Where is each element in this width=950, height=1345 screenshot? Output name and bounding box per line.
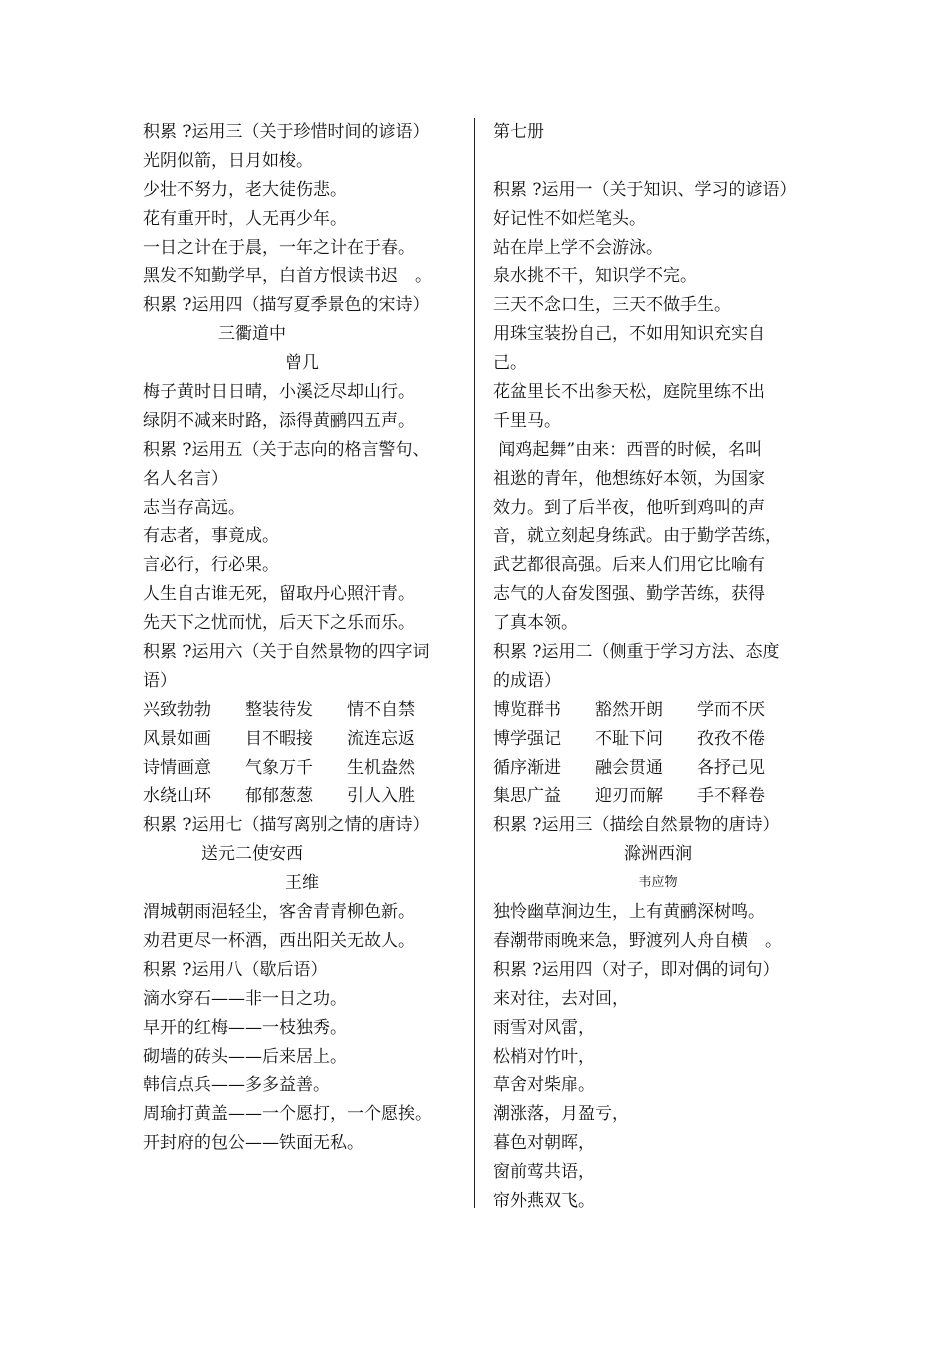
left-column-line: 语） [143,670,177,691]
right-column-line: 祖逖的青年，他想练好本领，为国家 [493,468,765,489]
left-column-line: 兴致勃勃 整装待发 情不自禁 [143,699,415,720]
left-column-line: 积累 ?运用五（关于志向的格言警句、 [143,439,430,460]
right-column-line: 效力。到了后半夜，他听到鸡叫的声 [493,497,765,518]
right-column-line: 积累 ?运用一（关于知识、学习的谚语） [493,179,797,200]
right-column-line: 博览群书 豁然开朗 学而不厌 [493,699,765,720]
left-column-line: 水绕山环 郁郁葱葱 引人入胜 [143,786,415,807]
left-column-line: 积累 ?运用八（歇后语） [143,959,328,980]
left-column-line: 人生自古谁无死，留取丹心照汗青。 [143,584,415,605]
right-column-line: 站在岸上学不会游泳。 [493,237,663,258]
left-column-line: 风景如画 目不暇接 流连忘返 [143,728,415,749]
right-column-line: 积累 ?运用二（侧重于学习方法、态度 [493,642,780,663]
right-column-line: 博学强记 不耻下问 孜孜不倦 [493,728,765,749]
left-column [143,118,461,1158]
right-column-line: 了真本领。 [493,613,578,634]
right-column [493,118,823,1216]
left-column-line: 劝君更尽一杯酒，西出阳关无故人。 [143,930,415,951]
right-column-line: 韦应物 [638,875,678,891]
left-column-line: 滴水穿石——非一日之功。 [143,988,347,1009]
left-column-line: 诗情画意 气象万千 生机盎然 [143,757,415,778]
right-column-line: 己。 [493,353,527,374]
left-column-line: 积累 ?运用七（描写离别之情的唐诗） [143,815,430,836]
left-column-line: 光阴似箭，日月如梭。 [143,150,313,171]
right-column-line: 千里马。 [493,410,561,431]
right-column-line: 花盆里长不出参天松，庭院里练不出 [493,382,765,403]
right-column-line: 草舍对柴扉。 [493,1075,595,1096]
right-column-line: 积累 ?运用三（描绘自然景物的唐诗） [493,815,780,836]
right-column-line: 用珠宝装扮自己，不如用知识充实自 [493,324,765,345]
left-column-line: 一日之计在于晨，一年之计在于春。 [143,237,415,258]
right-column-line: 音，就立刻起身练武。由于勤学苦练， [493,526,782,547]
right-column-line: 雨雪对风雷， [493,1017,595,1038]
right-column-line: 独怜幽草涧边生，上有黄鹂深树鸣。 [493,902,765,923]
left-column-line: 送元二使安西 [201,844,303,865]
right-column-line: 集思广益 迎刃而解 手不释卷 [493,786,765,807]
left-column-line: 花有重开时，人无再少年。 [143,208,347,229]
right-column-line: 闻鸡起舞”由来：西晋的时候，名叫 [493,439,763,460]
right-column-line: 好记性不如烂笔头。 [493,208,646,229]
left-column-line: 言必行，行必果。 [143,555,279,576]
left-column-line: 早开的红梅——一枝独秀。 [143,1017,347,1038]
right-column-line: 暮色对朝晖， [493,1133,595,1154]
left-column-line: 三衢道中 [218,324,286,345]
left-column-line: 少壮不努力，老大徒伤悲。 [143,179,347,200]
left-column-line: 有志者，事竟成。 [143,526,279,547]
right-column-line: 积累 ?运用四（对子，即对偶的词句） [493,959,780,980]
right-column-line: 潮涨落，月盈亏， [493,1104,629,1125]
left-column-line: 周瑜打黄盖——一个愿打，一个愿挨。 [143,1104,432,1125]
right-column-line: 三天不念口生，三天不做手生。 [493,295,731,316]
right-column-line: 滁洲西涧 [624,844,692,865]
left-column-line: 渭城朝雨浥轻尘，客舍青青柳色新。 [143,902,415,923]
right-column-line: 武艺都很高强。后来人们用它比喻有 [493,555,765,576]
left-column-line: 梅子黄时日日晴，小溪泛尽却山行。 [143,382,415,403]
right-column-line: 帘外燕双飞。 [493,1190,595,1211]
left-column-line: 王维 [285,873,319,894]
right-column-line: 松梢对竹叶， [493,1046,595,1067]
right-column-line: 第七册 [493,122,544,142]
left-column-line: 绿阴不减来时路，添得黄鹂四五声。 [143,410,415,431]
left-column-line: 韩信点兵——多多益善。 [143,1075,330,1096]
column-divider [474,118,475,1208]
left-column-line: 开封府的包公——铁面无私。 [143,1133,364,1154]
right-column-line: 来对往，去对回， [493,988,629,1009]
left-column-line: 积累 ?运用六（关于自然景物的四字词 [143,642,430,663]
left-column-line: 黑发不知勤学早，白首方恨读书迟 。 [143,266,432,287]
left-column-line: 积累 ?运用四（描写夏季景色的宋诗） [143,295,430,316]
left-column-line: 砌墙的砖头——后来居上。 [143,1046,347,1067]
left-column-line: 志当存高远。 [143,497,245,518]
left-column-line: 曾几 [285,353,319,374]
right-column-line: 的成语） [493,670,561,691]
right-column-line [493,147,823,176]
left-column-line: 名人名言） [143,468,228,489]
right-column-line: 泉水挑不干，知识学不完。 [493,266,697,287]
right-column-line: 循序渐进 融会贯通 各抒己见 [493,757,765,778]
left-column-line: 积累 ?运用三（关于珍惜时间的谚语） [143,122,430,142]
right-column-line: 志气的人奋发图强、勤学苦练，获得 [493,584,765,605]
right-column-line: 春潮带雨晚来急，野渡列人舟自横 。 [493,930,782,951]
left-column-line: 先天下之忧而忧，后天下之乐而乐。 [143,613,415,634]
right-column-line: 窗前莺共语， [493,1162,595,1183]
